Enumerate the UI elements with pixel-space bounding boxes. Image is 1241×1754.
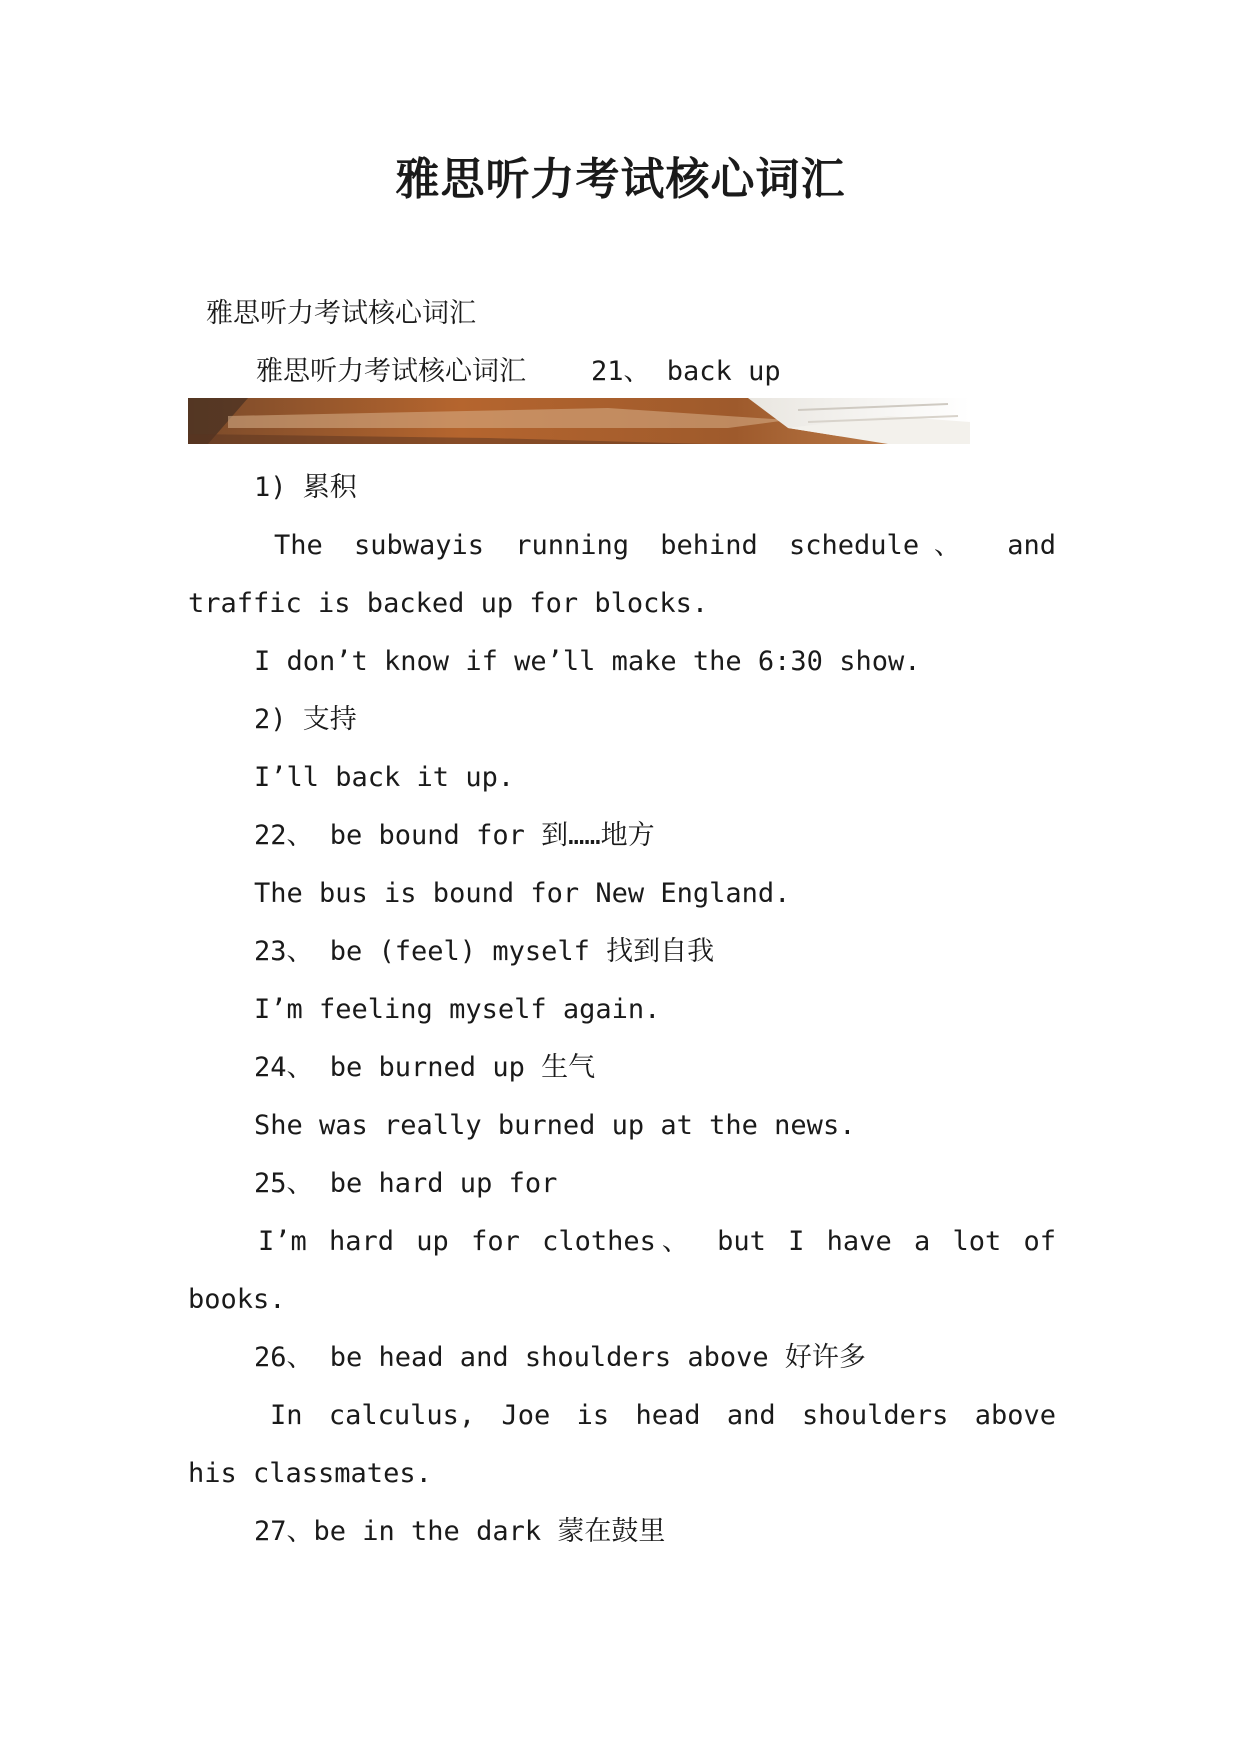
entry-heading: 23、 be (feel) myself 找到自我 <box>254 936 715 967</box>
example-line: I’m hard up for clothes、 but I have a lot of <box>258 1226 1056 1257</box>
example-line: The subwayis running behind schedule、 and <box>274 530 1056 561</box>
entry-heading: 24、 be burned up 生气 <box>254 1052 596 1083</box>
definition-line: 1) 累积 <box>254 472 357 503</box>
example-line: I don’t know if we’ll make the 6:30 show. <box>254 646 921 677</box>
example-line: I’m feeling myself again. <box>254 994 661 1025</box>
entry-heading: 25、 be hard up for <box>254 1168 558 1199</box>
entry-heading: 26、 be head and shoulders above 好许多 <box>254 1342 866 1373</box>
entry-heading: 22、 be bound for 到……地方 <box>254 820 655 851</box>
document-title: 雅思听力考试核心词汇 <box>395 154 846 205</box>
example-line-cont: traffic is backed up for blocks. <box>188 588 709 619</box>
text-line: 雅思听力考试核心词汇 21、 back up <box>256 356 781 387</box>
example-line-cont: books. <box>188 1284 286 1315</box>
example-line-cont: his classmates. <box>188 1458 432 1489</box>
decorative-banner-image <box>188 398 970 444</box>
definition-line: 2) 支持 <box>254 704 357 735</box>
example-line: She was really burned up at the news. <box>254 1110 856 1141</box>
example-line: The bus is bound for New England. <box>254 878 791 909</box>
entry-heading: 27、be in the dark 蒙在鼓里 <box>254 1516 666 1547</box>
example-line: In calculus, Joe is head and shoulders above <box>270 1400 1056 1431</box>
subtitle-line: 雅思听力考试核心词汇 <box>206 298 476 329</box>
example-line: I’ll back it up. <box>254 762 515 793</box>
